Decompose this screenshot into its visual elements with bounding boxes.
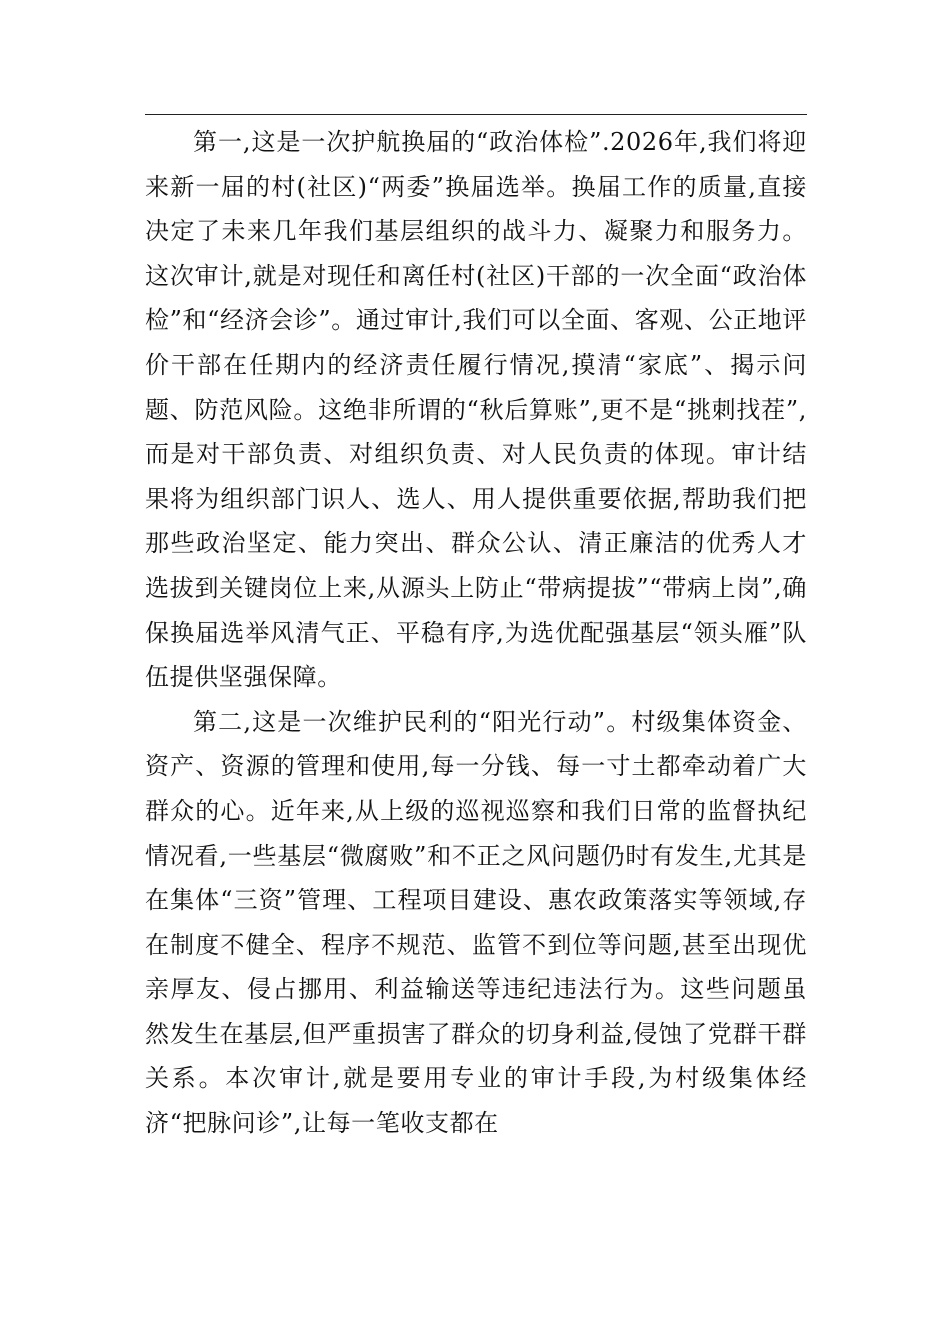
document-body	[145, 120, 807, 1146]
paragraph-second: 第二,这是一次维护民利的“阳光行动”。村级集体资金、资产、资源的管理和使用,每一分钱、每一寸土都牵动着广大群众的心。近年来,从上级的巡视巡察和我们日常的监督执纪情况看,一些基层“微腐败”和不正之风问题仍时有发生,尤其是在集体“三资”管理、工程项目建设、惠农政策落实等领域,存在制度不健全、程序不规范、监管不到位等问题,甚至出现优亲厚友、侵占挪用、利益输送等违纪违法行为。这些问题虽然发生在基层,但严重损害了群众的切身利益,侵蚀了党群干群关系。本次审计,就是要用专业的审计手段,为村级集体经济“把脉问诊”,让每一笔收支都在	[145, 707, 807, 1138]
header-rule	[145, 114, 807, 115]
paragraph-first: 第一,这是一次护航换届的“政治体检”.2026年,我们将迎来新一届的村(社区)“两委”换届选举。换届工作的质量,直接决定了未来几年我们基层组织的战斗力、凝聚力和服务力。这次审计,就是对现任和离任村(社区)干部的一次全面“政治体检”和“经济会诊”。通过审计,我们可以全面、客观、公正地评价干部在任期内的经济责任履行情况,摸清“家底”、揭示问题、防范风险。这绝非所谓的“秋后算账”,更不是“挑刺找茬”,而是对干部负责、对组织负责、对人民负责的体现。审计结果将为组织部门识人、选人、用人提供重要依据,帮助我们把那些政治坚定、能力突出、群众公认、清正廉洁的优秀人才选拔到关键岗位上来,从源头上防止“带病提拔”“带病上岗”,确保换届选举风清气正、平稳有序,为选优配强基层“领头雁”队伍提供坚强保障。	[145, 128, 807, 692]
